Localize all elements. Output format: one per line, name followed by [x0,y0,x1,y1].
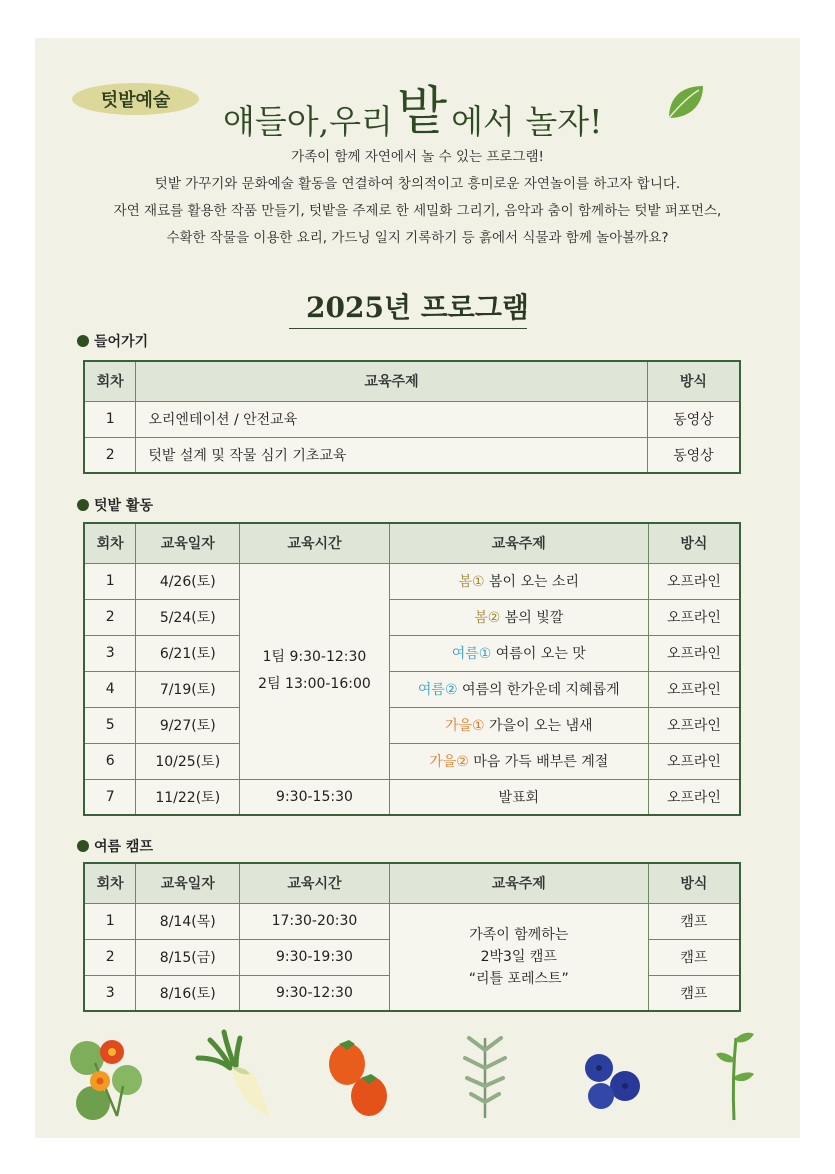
season-tag: 여름② [417,682,458,698]
table-row [84,563,740,599]
table-row [84,401,740,437]
cell-time: 9:30-19:30 [240,939,390,975]
cell-no: 3 [84,975,136,1011]
cell-topic [389,563,648,599]
cell-method: 캠프 [648,903,740,939]
table-row [84,635,740,671]
cell-no: 1 [84,903,136,939]
cell-topic [389,599,648,635]
intro-line: 자연 재료를 활용한 작품 만들기, 텃밭을 주제로 한 세밀화 그리기, 음악과 춤이 함께하는 텃밭 퍼포먼스, [113,203,722,219]
sprout-icon [710,1028,760,1123]
cell-topic [389,671,648,707]
herb-icon [455,1028,515,1123]
topic-text: 봄의 빛깔 [504,610,564,626]
nasturtium-icon [65,1028,155,1123]
leaf-icon [665,82,705,122]
header-cell: 방식 [648,863,740,903]
header-cell: 교육주제 [389,863,648,903]
bullet-dot [77,499,89,511]
table-header-row [84,361,740,401]
topic-text: 여름이 오는 맛 [495,646,586,662]
program-title: 2025년 프로그램 [306,291,529,324]
cell-method: 캠프 [648,975,740,1011]
section-label: 텃밭 활동 [94,498,153,514]
bullet-dot [77,335,89,347]
table-header-row [84,863,740,903]
headline-part3: 에서 놀자! [451,102,603,141]
cell-date: 6/21(토) [136,635,240,671]
cell-topic: 오리엔테이션 / 안전교육 [136,401,647,437]
section-label: 여름 캠프 [94,839,153,855]
header-cell: 교육주제 [389,523,648,563]
poster [35,38,800,1138]
intro-text [35,144,800,252]
header-cell: 회차 [84,361,136,401]
summer-camp-table [83,862,741,1012]
header-cell: 회차 [84,523,136,563]
cell-no: 2 [84,939,136,975]
table-row [84,903,740,939]
header-cell: 회차 [84,863,136,903]
cell-date: 5/24(토) [136,599,240,635]
section-heading-garden [77,495,153,515]
cell-method: 동영상 [647,401,740,437]
bullet-dot [77,840,89,852]
season-tag: 가을② [429,754,469,770]
cell-no: 3 [84,635,136,671]
cell-date: 8/14(목) [136,903,240,939]
cell-no: 1 [84,401,136,437]
section-heading-camp [77,836,153,856]
cell-no: 4 [84,671,136,707]
cell-date: 9/27(토) [136,707,240,743]
time-team2: 2팀 13:00-16:00 [258,676,371,692]
season-tag: 봄① [458,574,485,590]
cell-topic [389,707,648,743]
cell-topic: 텃밭 설계 및 작물 심기 기초교육 [136,437,647,473]
season-tag: 가을① [444,718,485,734]
section-heading-intro [77,331,148,351]
camp-topic-line: 2박3일 캠프 [480,948,557,965]
cell-date: 7/19(토) [136,671,240,707]
cell-method: 오프라인 [648,635,740,671]
header-cell: 방식 [647,361,740,401]
cell-date: 8/16(토) [136,975,240,1011]
cell-topic [389,635,648,671]
cell-no: 7 [84,779,136,815]
topic-text: 가을이 오는 냄새 [489,718,593,734]
cell-method: 오프라인 [648,707,740,743]
camp-topic-line: 가족이 함께하는 [469,926,569,943]
header-cell: 교육일자 [136,863,240,903]
table-row [84,599,740,635]
cell-date: 10/25(토) [136,743,240,779]
table-header-row [84,523,740,563]
table-row [84,779,740,815]
cell-no: 2 [84,599,136,635]
cell-time: 9:30-15:30 [240,779,390,815]
cell-date: 11/22(토) [136,779,240,815]
headline-part1: 얘들아,우리 [223,102,393,141]
cell-method: 오프라인 [648,671,740,707]
time-team1: 1팀 9:30-12:30 [262,649,367,665]
cell-method: 캠프 [648,939,740,975]
header-cell: 교육일자 [136,523,240,563]
topic-text: 봄이 오는 소리 [489,574,580,590]
table-row [84,707,740,743]
cell-topic: 발표회 [389,779,648,815]
headline-part2: 밭 [396,82,448,142]
cell-time-merged [240,563,390,779]
intro-line: 수확한 작물을 이용한 요리, 가드닝 일지 기록하기 등 흙에서 식물과 함께 놀아볼까요? [166,230,669,246]
cell-time: 9:30-12:30 [240,975,390,1011]
intro-line: 가족이 함께 자연에서 놀 수 있는 프로그램! [291,149,544,165]
cell-date: 4/26(토) [136,563,240,599]
header-cell: 교육주제 [136,361,647,401]
header-cell: 교육시간 [240,523,390,563]
cell-no: 1 [84,563,136,599]
cell-date: 8/15(금) [136,939,240,975]
camp-topic-line: “리틀 포레스트” [468,970,569,987]
cell-topic [389,743,648,779]
cell-topic-merged [389,903,648,1011]
cell-no: 5 [84,707,136,743]
cell-method: 오프라인 [648,563,740,599]
garden-activity-table [83,522,741,816]
cell-method: 오프라인 [648,599,740,635]
season-tag: 여름① [451,646,492,662]
cell-no: 6 [84,743,136,779]
header-cell: 방식 [648,523,740,563]
cell-time: 17:30-20:30 [240,903,390,939]
table-row [84,437,740,473]
topic-text: 여름의 한가운데 지혜롭게 [461,682,620,698]
topic-text: 마음 가득 배부른 계절 [473,754,609,770]
table-row [84,671,740,707]
section-label: 들어가기 [94,334,149,350]
headline [223,68,603,142]
blueberry-icon [575,1028,655,1123]
cell-method: 오프라인 [648,743,740,779]
table-row [84,743,740,779]
title-underline [289,328,527,329]
radish-icon [190,1028,275,1123]
category-badge: 텃밭예술 [72,83,199,115]
cell-method: 오프라인 [648,779,740,815]
header-cell: 교육시간 [240,863,390,903]
tomato-icon [325,1028,395,1123]
cell-no: 2 [84,437,136,473]
season-tag: 봄② [474,610,501,626]
cell-method: 동영상 [647,437,740,473]
intro-table [83,360,741,474]
intro-line: 텃밭 가꾸기와 문화예술 활동을 연결하여 창의적이고 흥미로운 자연놀이를 하고자 합니다. [154,176,681,192]
